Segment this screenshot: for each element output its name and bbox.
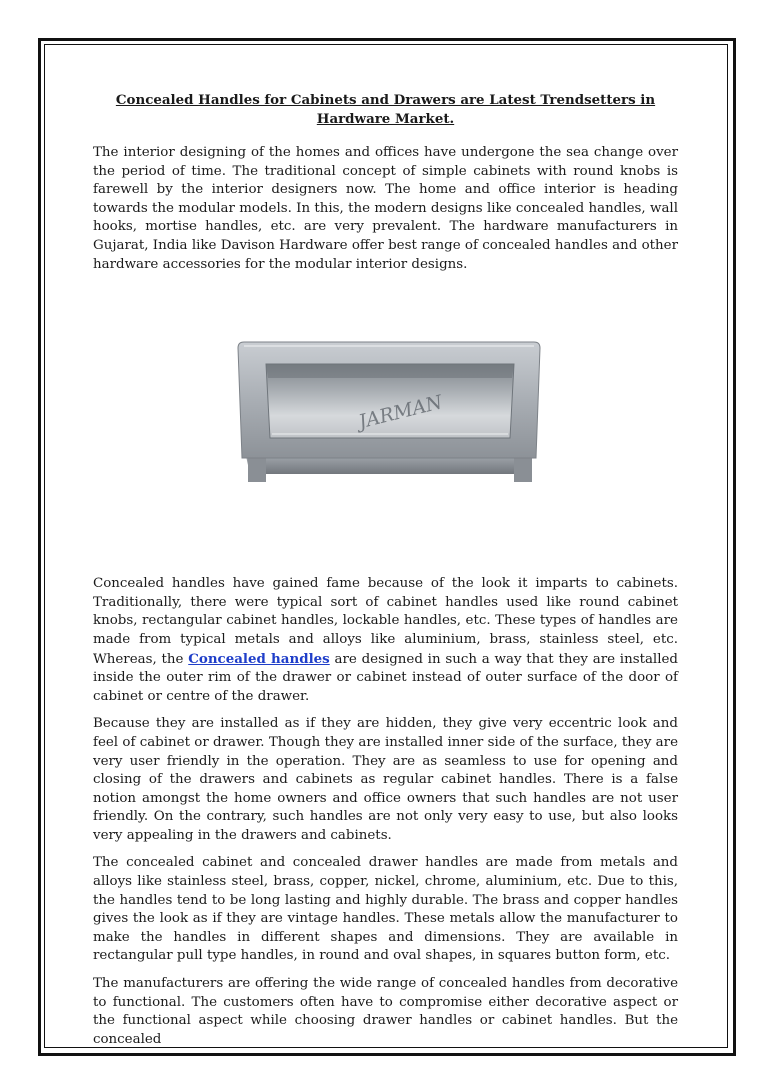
concealed-handles-link[interactable]: Concealed handles (188, 650, 330, 667)
paragraph-manufacturers: The manufacturers are offering the wide range of concealed handles from decorative to functional. The customers often have to compromise either decorative aspect or the functional aspect while choosing drawer handles or cabinet handles. But the concealed (93, 976, 678, 1047)
paragraph-fame-text-b: are designed in such a way that they are installed inside the outer rim of the drawer or cabinet instead of outer surface of the door of cabinet or centre of the drawer. (93, 651, 678, 704)
document-title: Concealed Handles for Cabinets and Drawers are Latest Trendsetters in Hardware Market. (115, 92, 656, 127)
document-body (93, 91, 678, 1058)
product-image-area (93, 283, 678, 575)
paragraph-fame-text-a: Concealed handles have gained fame because of the look it imparts to cabinets. Traditionally, there were typical sort of cabinet handles used like round cabinet knobs, rectangular cabinet handles, lockable handles, etc. These types of handles are made from typical metals and alloys like aluminium, brass, stainless steel, etc. Whereas, the (93, 576, 678, 667)
paragraph-fame (93, 575, 678, 706)
paragraph-intro: The interior designing of the homes and offices have undergone the sea change over the period of time. The traditional concept of simple cabinets with round knobs is farewell by the interior designers now. The home and office interior is heading towards the modular models. In this, the modern designs like concealed handles, wall hooks, mortise handles, etc. are very prevalent. The hardware manufacturers in Gujarat, India like Davison Hardware offer best range of concealed handles and other hardware accessories for the modular interior designs. (93, 145, 678, 272)
paragraph-materials: The concealed cabinet and concealed drawer handles are made from metals and alloys like stainless steel, brass, copper, nickel, chrome, aluminium, etc. Due to this, the handles tend to be long lasting and highly durable. The brass and copper handles gives the look as if they are vintage handles. These metals allow the manufacturer to make the handles in different shapes and dimensions. They are available in rectangular pull type handles, in round and oval shapes, in squares button form, etc. (93, 855, 678, 964)
image-watermark: JARMAN (356, 391, 445, 434)
page-border-shadow-right (733, 46, 736, 1056)
paragraph-hidden: Because they are installed as if they are hidden, they give very eccentric look and feel of cabinet or drawer. Though they are installed inner side of the surface, they are very user friendly in the operation. They are as seamless to use for opening and closing of the drawers and cabinets as regular cabinet handles. There is a false notion amongst the home owners and office owners that such handles are not user friendly. On the contrary, such handles are not only very easy to use, but also looks very appealing in the drawers and cabinets. (93, 716, 678, 843)
concealed-handle-photo-icon (230, 338, 548, 486)
